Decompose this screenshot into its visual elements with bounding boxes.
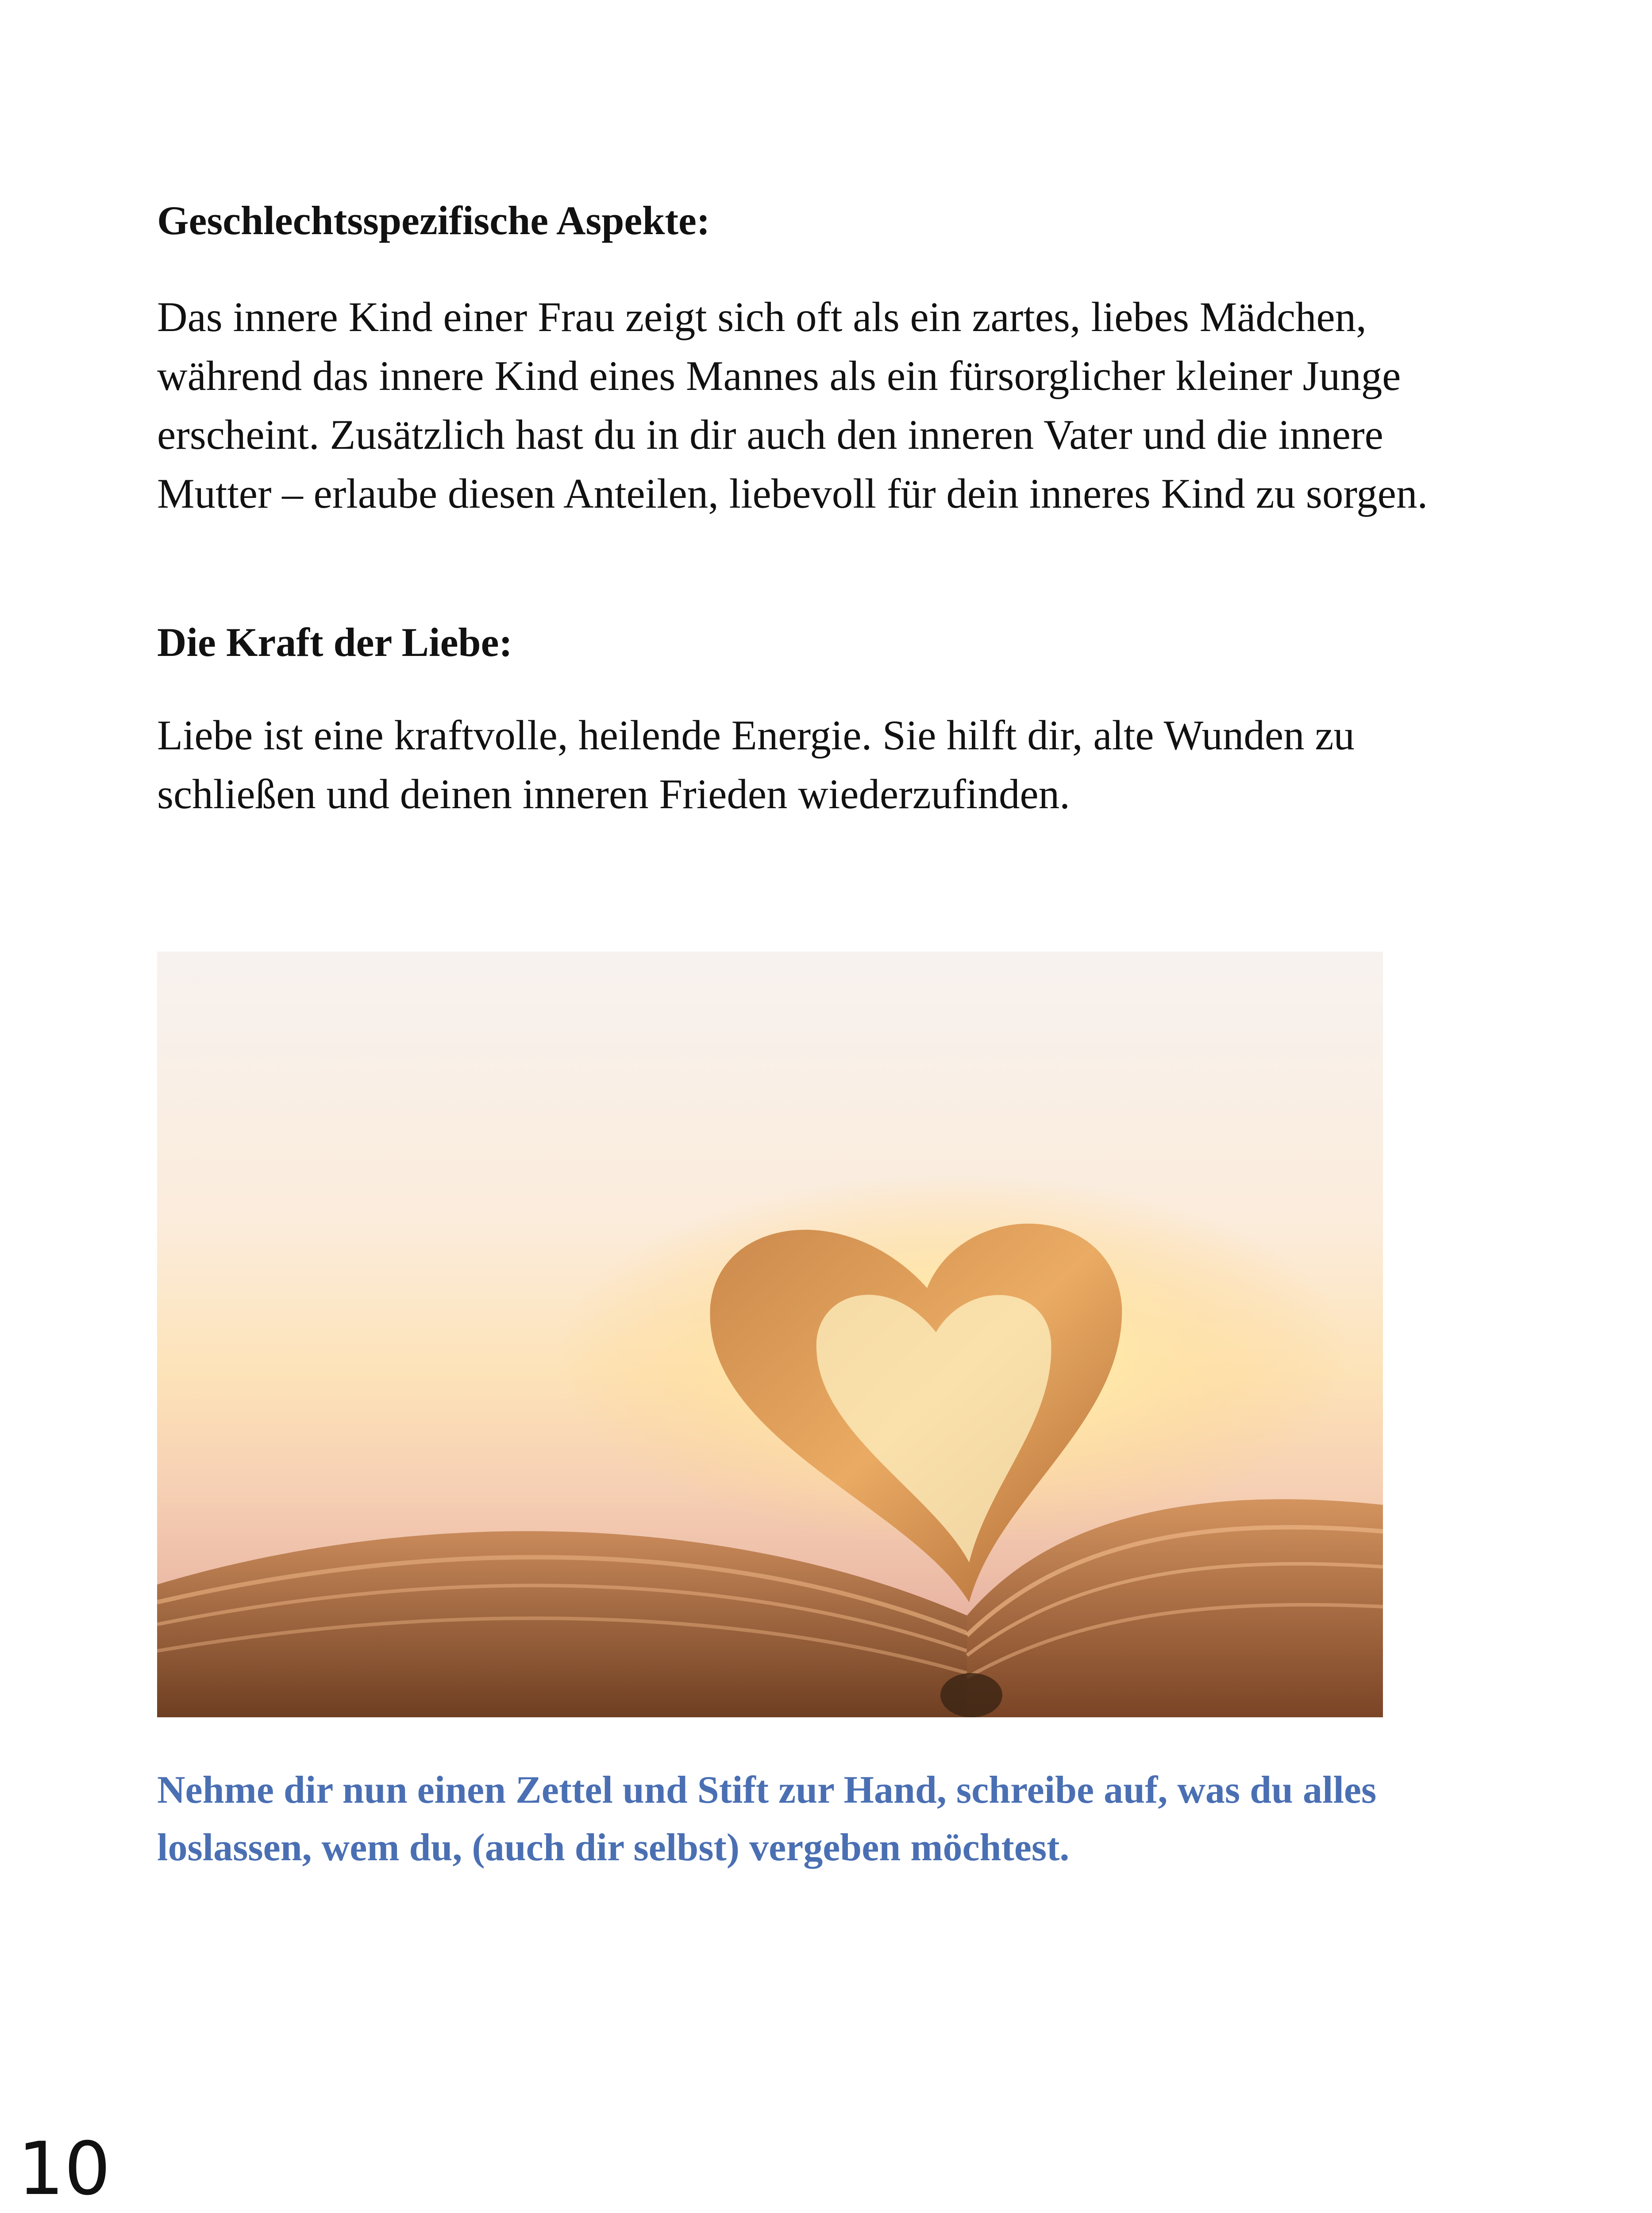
section-heading-gender-aspects: Geschlechtsspezifische Aspekte:: [157, 198, 710, 243]
writing-instruction: Nehme dir nun einen Zettel und Stift zur Hand, schreibe auf, was du alles loslassen, wem du, (auch dir selbst) vergeben möchtest.: [157, 1769, 1377, 1869]
book-heart-photo: [157, 952, 1383, 1717]
section-body-power-of-love: Liebe ist eine kraftvolle, heilende Energie. Sie hilft dir, alte Wunden zu schließen und deinen inneren Frieden wiederzufinden.: [157, 712, 1355, 817]
book-pages-heart-icon: [157, 952, 1383, 1717]
section-body-gender-aspects: Das innere Kind einer Frau zeigt sich oft als ein zartes, liebes Mädchen, während das innere Kind eines Mannes als ein fürsorglicher kleiner Junge erscheint. Zusätzlich hast du in dir auch den inneren Vater und die innere Mutter – erlaube diesen Anteilen, liebevoll für dein inneres Kind zu sorgen.: [157, 293, 1428, 517]
page-number: 10: [18, 2126, 111, 2211]
section-heading-power-of-love: Die Kraft der Liebe:: [157, 620, 513, 665]
